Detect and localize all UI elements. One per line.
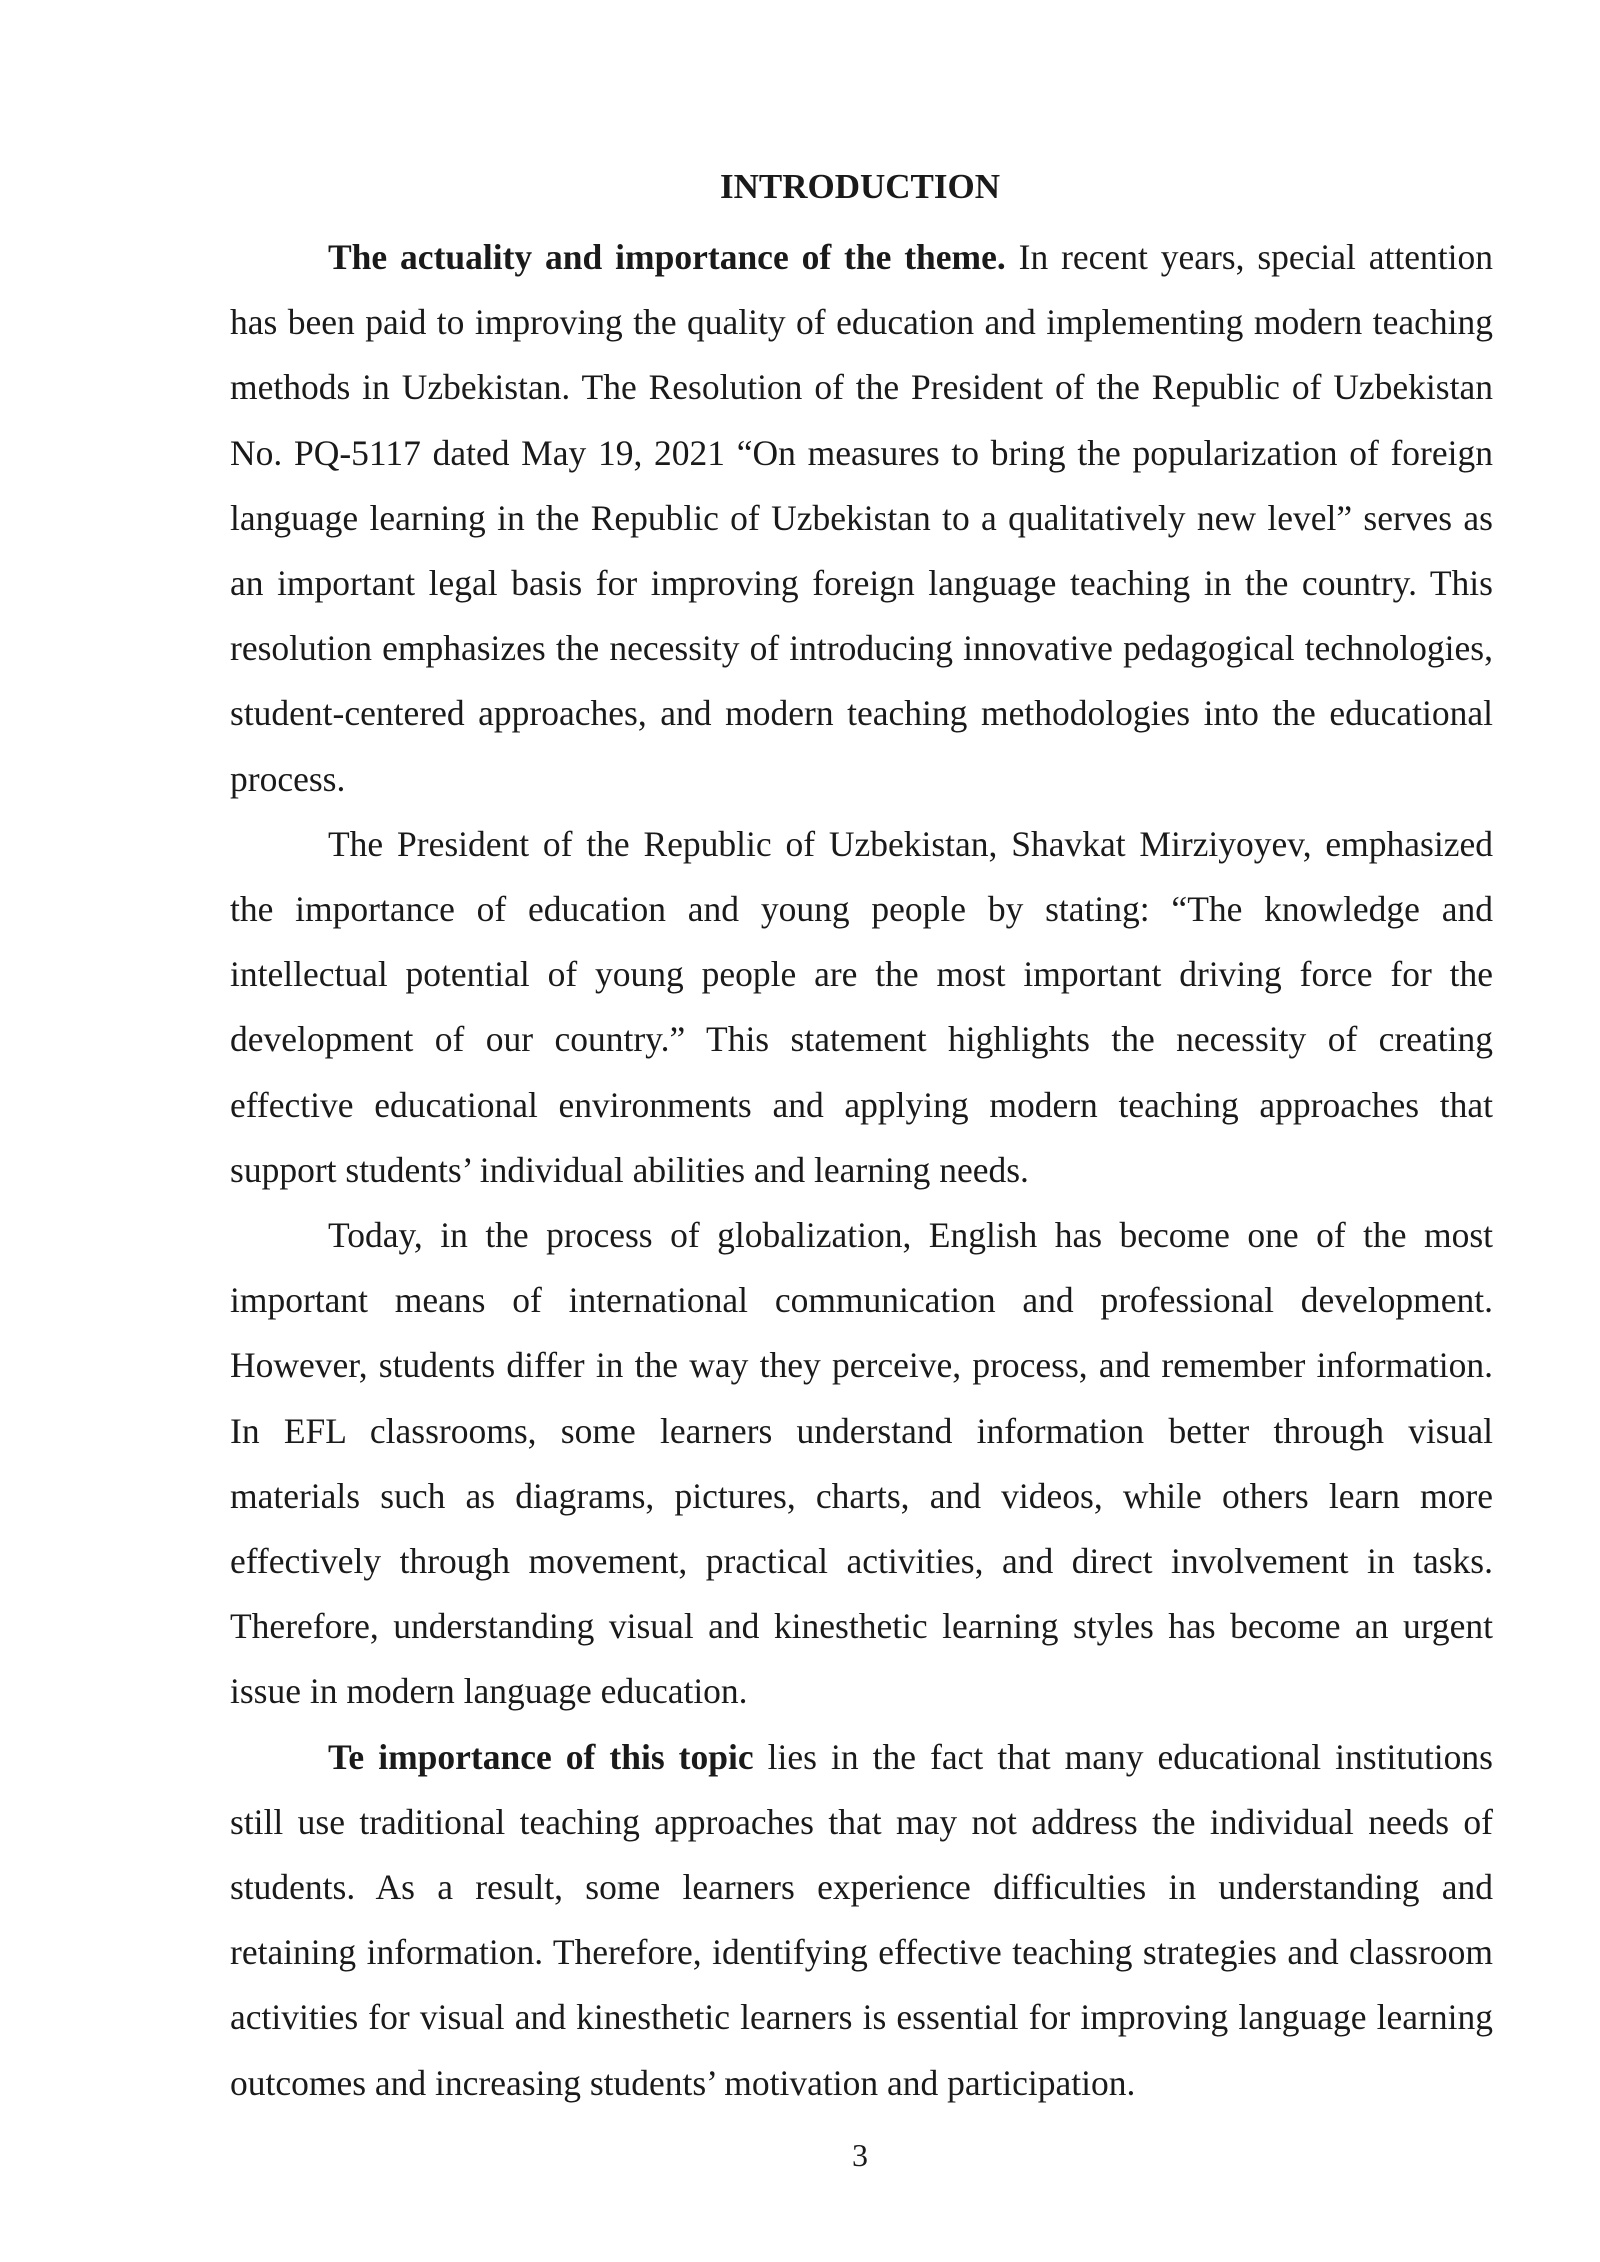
paragraph-text-globalization: Today, in the process of globalization, English has become one of the most important means of international communication and professional development. However, students differ in the way they perceive, process, and remember information. In EFL classrooms, some learners understand information better through visual materials such as diagrams, pictures, charts, and videos, while others learn more effectively through movement, practical activities, and direct involvement in tasks. Therefore, understanding visual and kinesthetic learning styles has become an urgent issue in modern language education. <box>230 1215 1493 1712</box>
paragraph-actuality <box>230 225 1493 812</box>
paragraph-text-actuality: In recent years, special attention has been paid to improving the quality of education and implementing modern teaching methods in Uzbekistan. The Resolution of the President of the Republic of Uzbekistan No. PQ-5117 dated May 19, 2021 “On measures to bring the popularization of foreign language learning in the Republic of Uzbekistan to a qualitatively new level” serves as an important legal basis for improving foreign language teaching in the country. This resolution emphasizes the necessity of introducing innovative pedagogical technologies, student-centered approaches, and modern teaching methodologies into the educational process. <box>230 237 1494 799</box>
paragraph-text-importance: lies in the fact that many educational institutions still use traditional teaching approaches that may not address the individual needs of students. As a result, some learners experience difficulties in understanding and retaining information. Therefore, identifying effective teaching strategies and classroom activities for visual and kinesthetic learners is essential for improving language learning outcomes and increasing students’ motivation and participation. <box>230 1736 1493 2103</box>
paragraph-lead-actuality: The actuality and importance of the theme. <box>328 237 1006 277</box>
paragraph-president-quote <box>230 812 1493 1203</box>
paragraph-globalization <box>230 1203 1493 1725</box>
paragraph-lead-importance: Te importance of this topic <box>328 1736 754 1777</box>
page-number: 3 <box>852 2137 868 2173</box>
paragraph-importance <box>230 1725 1493 2116</box>
body-text <box>230 225 1493 2116</box>
paragraph-text-president-quote: The President of the Republic of Uzbekistan, Shavkat Mirziyoyev, emphasized the importance of education and young people by stating: “The knowledge and intellectual potential of young people are the most important driving force for the development of our country.” This statement highlights the necessity of creating effective educational environments and applying modern teaching approaches that support students’ individual abilities and learning needs. <box>230 823 1493 1190</box>
page-title: INTRODUCTION <box>719 167 1001 206</box>
